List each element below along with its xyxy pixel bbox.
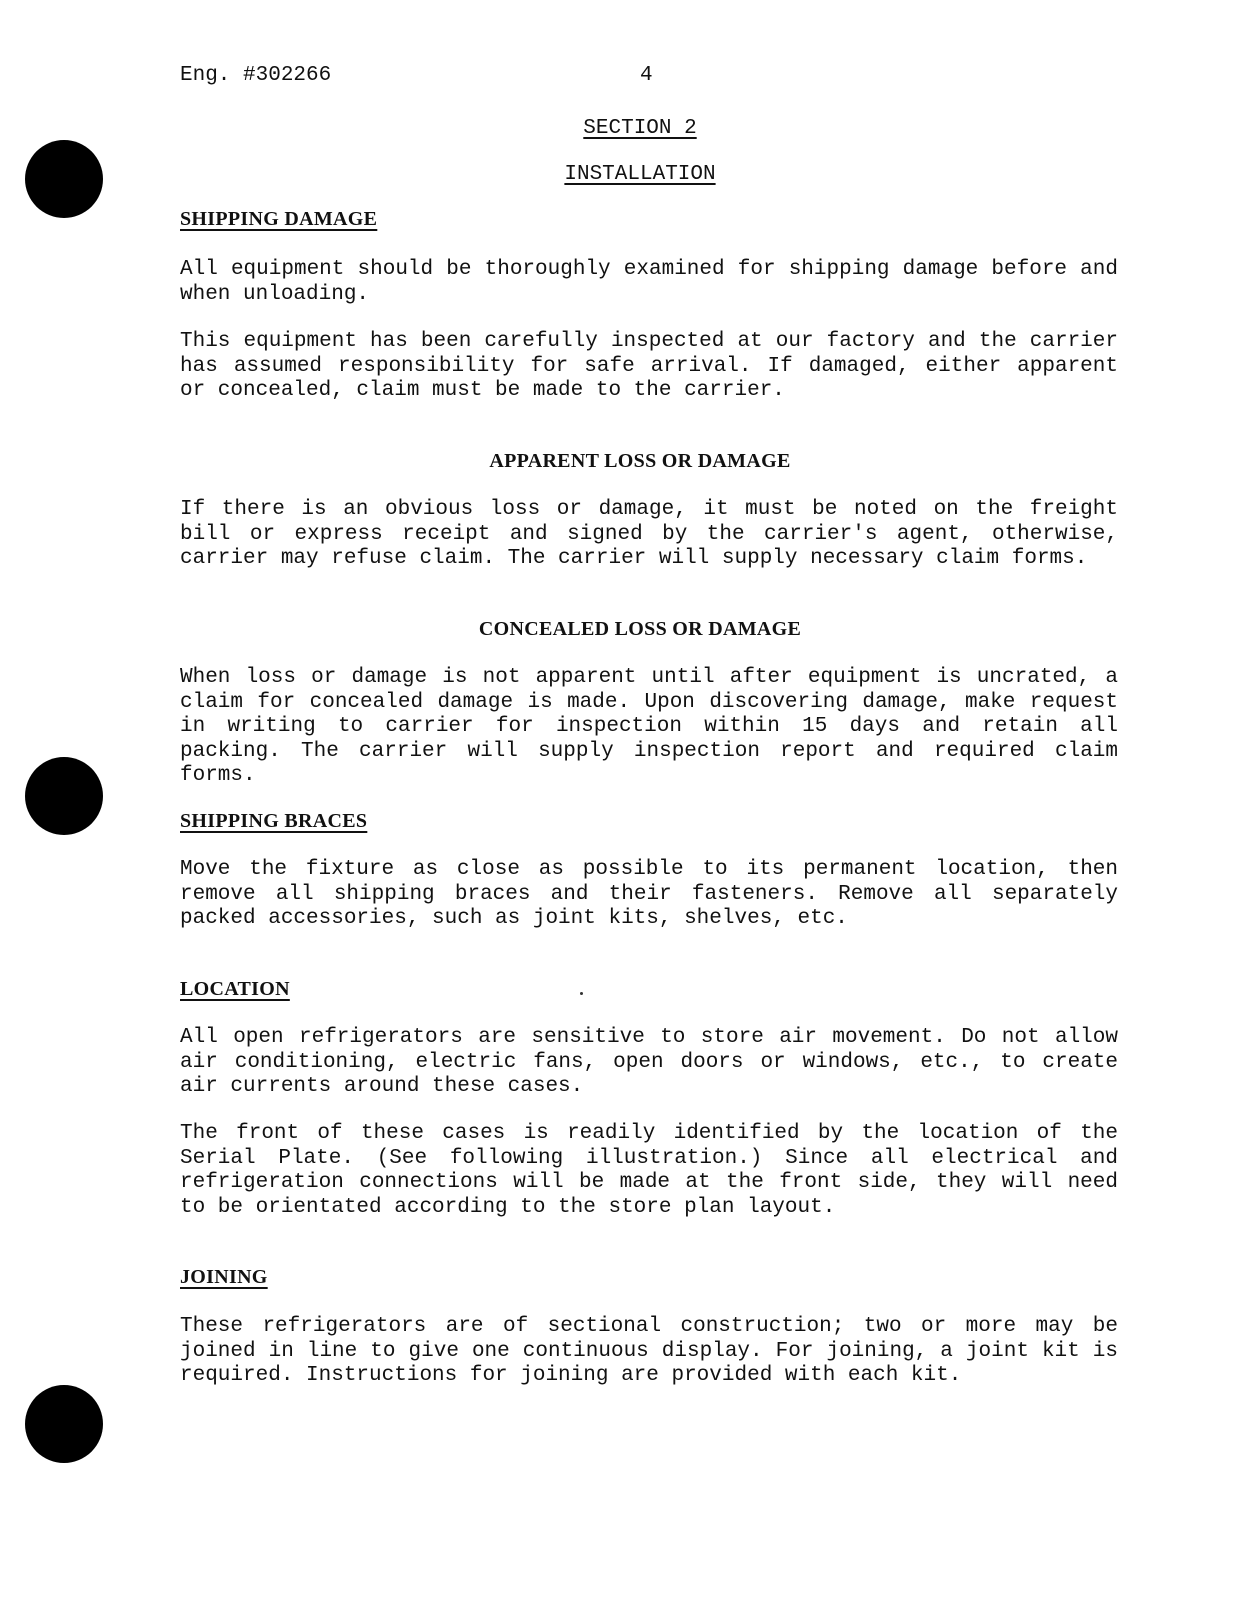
paragraph-concealed-loss: When loss or damage is not apparent until after equipment is uncrated, a claim for concealed damage is made. Upon discovering damage, make request in writing to carrier for inspection within 15 days and retain all packing. The carrier will supply inspection report and required claim forms. (180, 666, 1118, 787)
scan-speck (580, 992, 583, 995)
section-label-text: SECTION 2 (583, 117, 697, 140)
binder-hole-top (25, 140, 103, 218)
binder-hole-bottom (25, 1385, 103, 1463)
section-title (180, 163, 1100, 186)
heading-apparent-loss: APPARENT LOSS OR DAMAGE (489, 450, 791, 472)
section-title-text: INSTALLATION (564, 163, 716, 186)
binder-hole-middle (25, 757, 103, 835)
heading-shipping-braces: SHIPPING BRACES (180, 810, 368, 832)
paragraph-location-2: The front of these cases is readily identified by the location of the Serial Plate. (See following illustration.) Since all electrical and refrigeration connections will be made at the front side, they will need to be orientated according to the store plan layout. (180, 1122, 1118, 1219)
heading-location: LOCATION (180, 978, 290, 1000)
paragraph-joining: These refrigerators are of sectional construction; two or more may be joined in line to give one continuous display. For joining, a joint kit is required. Instructions for joining are provided with each kit. (180, 1315, 1118, 1387)
eng-number: Eng. #302266 (180, 64, 332, 87)
paragraph-shipping-damage-1: All equipment should be thoroughly examined for shipping damage before and when unloading. (180, 258, 1118, 306)
paragraph-location-1: All open refrigerators are sensitive to store air movement. Do not allow air conditioning, electric fans, open doors or windows, etc., to create air currents around these cases. (180, 1026, 1118, 1098)
paragraph-shipping-damage-2: This equipment has been carefully inspected at our factory and the carrier has assumed responsibility for safe arrival. If damaged, either apparent or concealed, claim must be made to the carrier. (180, 330, 1118, 402)
paragraph-apparent-loss: If there is an obvious loss or damage, it must be noted on the freight bill or express receipt and signed by the carrier's agent, otherwise, carrier may refuse claim. The carrier will supply necessary claim forms. (180, 498, 1118, 570)
page-number: 4 (640, 64, 653, 87)
heading-joining: JOINING (180, 1266, 268, 1288)
section-label (180, 117, 1100, 140)
heading-shipping-damage: SHIPPING DAMAGE (180, 208, 378, 230)
paragraph-shipping-braces: Move the fixture as close as possible to its permanent location, then remove all shipping braces and their fasteners. Remove all separately packed accessories, such as joint kits, shelves, etc. (180, 858, 1118, 930)
heading-concealed-loss: CONCEALED LOSS OR DAMAGE (478, 618, 802, 640)
